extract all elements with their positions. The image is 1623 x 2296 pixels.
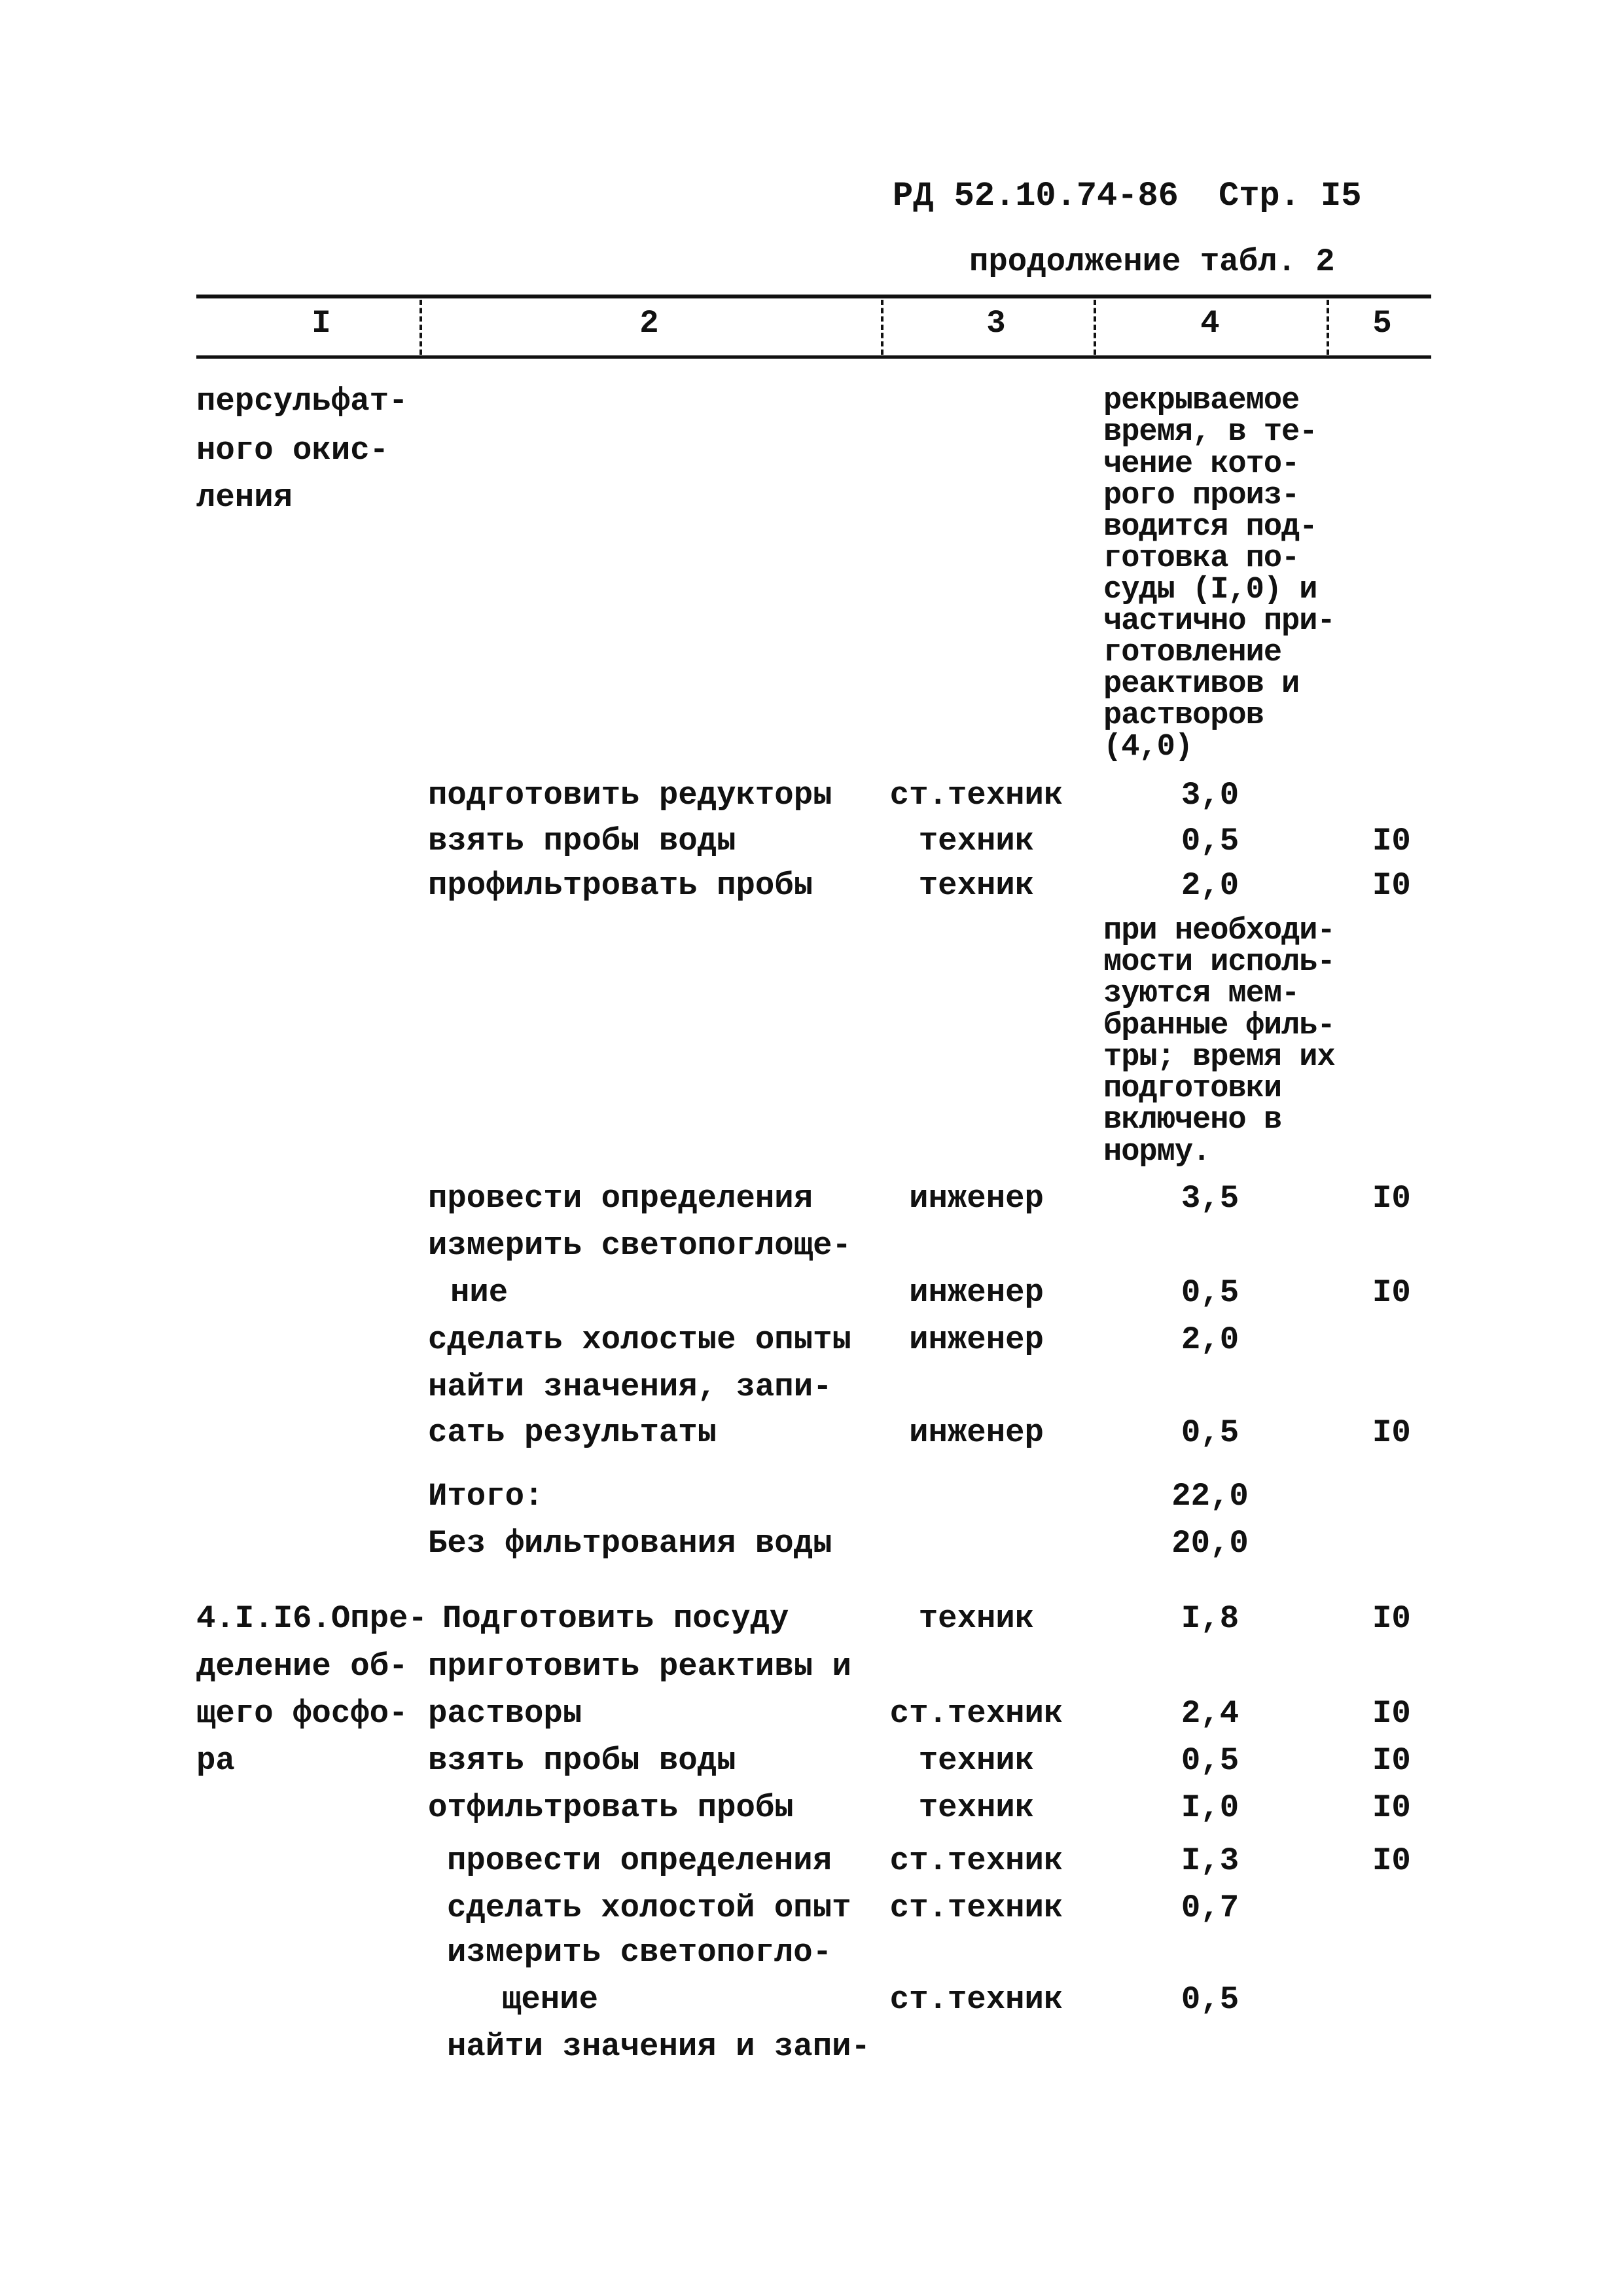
- operation-line: сделать холостые опыты: [428, 1321, 851, 1358]
- note-line: (4,0): [1103, 730, 1193, 764]
- column-header-5: 5: [1372, 305, 1392, 342]
- operation-line: Без фильтрования воды: [428, 1525, 832, 1562]
- note-line: реактивов и: [1103, 667, 1300, 702]
- time-norm: 22,0: [1171, 1478, 1249, 1515]
- column-5-value: I0: [1372, 1180, 1411, 1217]
- note-line: норму.: [1103, 1135, 1211, 1170]
- note-line: бранные филь-: [1103, 1009, 1335, 1043]
- performer: ст.техник: [889, 1695, 1063, 1732]
- operation-line: измерить светопогло-: [447, 1934, 832, 1971]
- task-name-line: персульфат-: [196, 383, 408, 420]
- operation-line: ние: [450, 1274, 508, 1311]
- note-line: мости исполь-: [1103, 945, 1335, 980]
- operation-line: сать результаты: [428, 1414, 717, 1451]
- note-line: при необходи-: [1103, 914, 1335, 948]
- operation-line: провести определения: [428, 1180, 813, 1217]
- note-line: время, в те-: [1103, 415, 1317, 450]
- column-header-3: 3: [986, 305, 1006, 342]
- column-5-value: I0: [1372, 1789, 1411, 1826]
- operation-line: сделать холостой опыт: [447, 1890, 851, 1926]
- operation-line: взять пробы воды: [428, 823, 736, 859]
- column-5-value: I0: [1372, 1274, 1411, 1311]
- column-header-4: 4: [1200, 305, 1220, 342]
- performer: инженер: [909, 1414, 1044, 1451]
- operation-line: найти значения, запи-: [428, 1369, 832, 1405]
- document-code: РД 52.10.74-86: [893, 177, 1179, 215]
- time-norm: I,0: [1181, 1789, 1240, 1826]
- time-norm: 0,5: [1181, 823, 1240, 859]
- table-continuation-label: продолжение табл. 2: [969, 243, 1335, 280]
- operation-line: профильтровать пробы: [428, 867, 813, 904]
- column-divider: [419, 300, 422, 355]
- note-line: тры; время их: [1103, 1040, 1335, 1075]
- performer: техник: [918, 1789, 1035, 1826]
- note-line: рекрываемое: [1103, 384, 1300, 418]
- operation-line: измерить светопоглоще-: [428, 1227, 851, 1264]
- operation-line: отфильтровать пробы: [428, 1789, 794, 1826]
- note-line: частично при-: [1103, 604, 1335, 639]
- column-5-value: I0: [1372, 1842, 1411, 1879]
- time-norm: 3,5: [1181, 1180, 1240, 1217]
- performer: инженер: [909, 1180, 1044, 1217]
- note-line: подготовки: [1103, 1071, 1282, 1106]
- note-line: готовка по-: [1103, 541, 1300, 576]
- note-line: включено в: [1103, 1103, 1282, 1138]
- operation-line: растворы: [428, 1695, 582, 1732]
- operation-line: взять пробы воды: [428, 1742, 736, 1779]
- note-line: чение кото-: [1103, 447, 1300, 482]
- note-line: зуются мем-: [1103, 977, 1300, 1011]
- performer: техник: [918, 867, 1035, 904]
- operation-line: провести определения: [447, 1842, 832, 1879]
- performer: ст.техник: [889, 1842, 1063, 1879]
- column-5-value: I0: [1372, 867, 1411, 904]
- note-line: суды (I,0) и: [1103, 573, 1317, 607]
- column-divider: [881, 300, 883, 355]
- operation-line: подготовить редукторы: [428, 777, 832, 814]
- time-norm: I,8: [1181, 1600, 1240, 1637]
- note-line: рого произ-: [1103, 478, 1300, 513]
- page-number: Стр. I5: [1219, 177, 1362, 215]
- operation-line: щение: [502, 1981, 599, 2018]
- column-5-value: I0: [1372, 823, 1411, 859]
- time-norm: 0,5: [1181, 1274, 1240, 1311]
- column-5-value: I0: [1372, 1600, 1411, 1637]
- column-5-value: I0: [1372, 1695, 1411, 1732]
- task-name-line: ления: [196, 479, 293, 516]
- performer: техник: [918, 823, 1035, 859]
- time-norm: 3,0: [1181, 777, 1240, 814]
- time-norm: 0,5: [1181, 1981, 1240, 2018]
- note-line: готовление: [1103, 636, 1282, 670]
- operation-line: найти значения и запи-: [447, 2028, 870, 2065]
- time-norm: 20,0: [1171, 1525, 1249, 1562]
- performer: техник: [918, 1600, 1035, 1637]
- table-header-rule: [196, 355, 1431, 359]
- time-norm: 2,0: [1181, 867, 1240, 904]
- column-header-2: 2: [639, 305, 659, 342]
- time-norm: I,3: [1181, 1842, 1240, 1879]
- note-line: растворов: [1103, 698, 1264, 733]
- task-name-line: ного окис-: [196, 432, 389, 469]
- performer: техник: [918, 1742, 1035, 1779]
- note-line: водится под-: [1103, 510, 1317, 545]
- operation-line: приготовить реактивы и: [428, 1648, 851, 1685]
- task-name-line: ра: [196, 1742, 235, 1779]
- time-norm: 0,5: [1181, 1742, 1240, 1779]
- column-5-value: I0: [1372, 1414, 1411, 1451]
- performer: ст.техник: [889, 777, 1063, 814]
- performer: инженер: [909, 1321, 1044, 1358]
- column-header-1: I: [312, 305, 331, 342]
- task-name-line: 4.I.I6.Опре-: [196, 1600, 427, 1637]
- time-norm: 0,7: [1181, 1890, 1240, 1926]
- operation-line: Подготовить посуду: [442, 1600, 789, 1637]
- time-norm: 2,0: [1181, 1321, 1240, 1358]
- task-name-line: щего фосфо-: [196, 1695, 408, 1732]
- column-divider: [1327, 300, 1329, 355]
- time-norm: 2,4: [1181, 1695, 1240, 1732]
- column-5-value: I0: [1372, 1742, 1411, 1779]
- task-name-line: деление об-: [196, 1648, 408, 1685]
- performer: ст.техник: [889, 1890, 1063, 1926]
- operation-line: Итого:: [428, 1478, 544, 1515]
- time-norm: 0,5: [1181, 1414, 1240, 1451]
- performer: ст.техник: [889, 1981, 1063, 2018]
- column-divider: [1094, 300, 1096, 355]
- performer: инженер: [909, 1274, 1044, 1311]
- table-top-rule: [196, 295, 1431, 298]
